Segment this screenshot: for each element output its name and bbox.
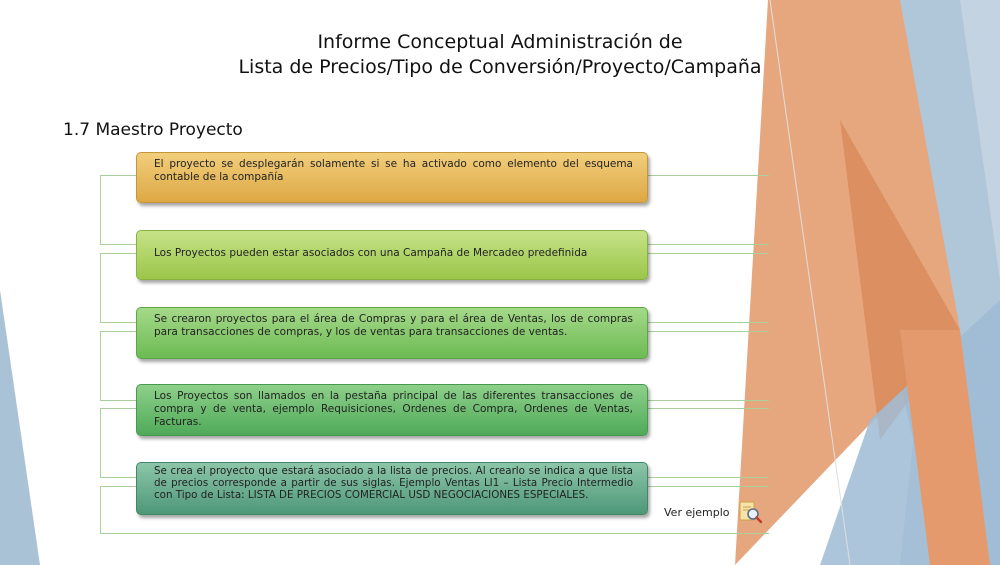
list-item: Los Proyectos pueden estar asociados con una Campaña de Mercadeo predefinida [136,230,648,280]
title-line-1: Informe Conceptual Administración de [317,31,683,53]
list-item: Los Proyectos son llamados en la pestaña principal de las diferentes transacciones de compra y de venta, ejemplo Requisiciones, Ordenes de Compra, Ordenes de Ventas, Facturas. [136,384,648,436]
magnifier-document-icon[interactable] [738,500,764,524]
slide-title [180,30,820,80]
section-heading: 1.7 Maestro Proyecto [63,120,243,140]
example-link[interactable]: Ver ejemplo [664,506,730,519]
decor-left-blue [0,290,40,565]
title-line-2: Lista de Precios/Tipo de Conversión/Proyecto/Campaña [238,56,762,78]
list-item: El proyecto se desplegarán solamente si se ha activado como elemento del esquema contable de la compañía [136,152,648,203]
list-item: Se crearon proyectos para el área de Compras y para el área de Ventas, los de compras para transacciones de compras, y los de ventas para transacciones de ventas. [136,307,648,359]
list-item: Se crea el proyecto que estará asociado a la lista de precios. Al crearlo se indica a que lista de precios corresponde a partir de sus siglas. Ejemplo Ventas LI1 – Lista Precio Intermedio con Tipo de Lista: LISTA DE PRECIOS COMERCIAL USD NEGOCIACIONES ESPECIALES. [136,462,648,515]
